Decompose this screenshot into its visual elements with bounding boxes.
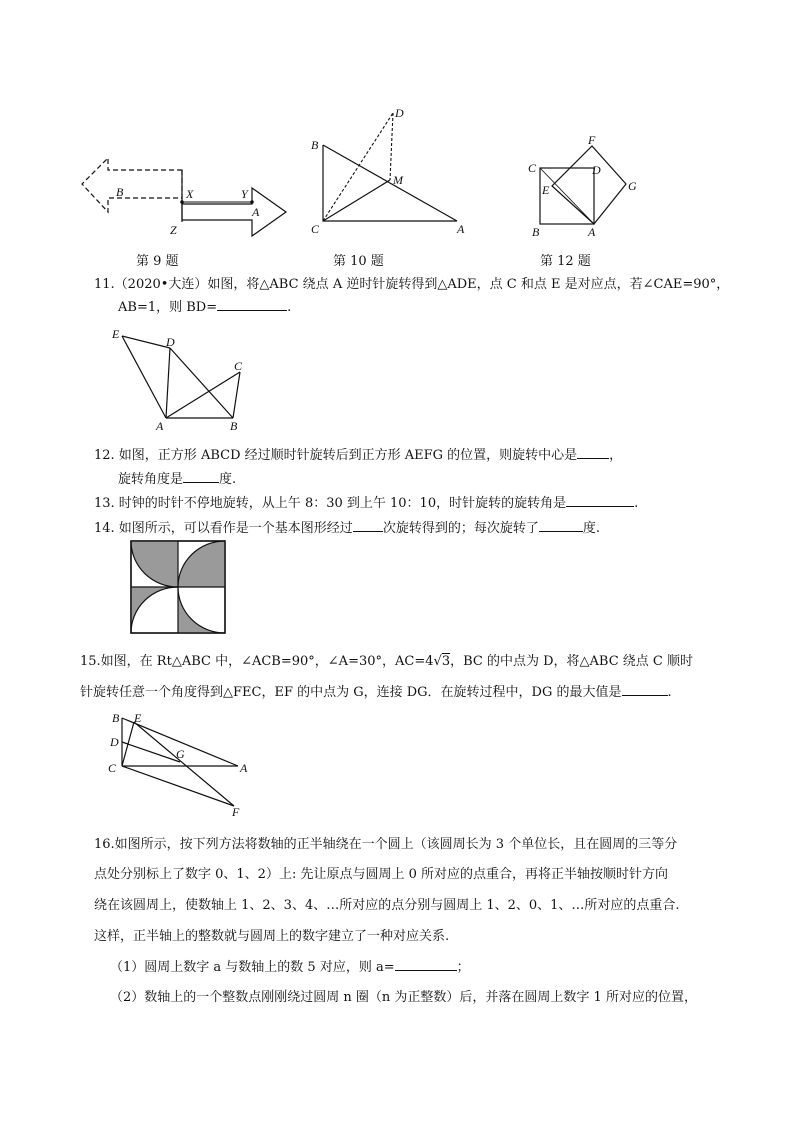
q16-line3: 绕在该圆周上，使数轴上 1、2、3、4、…所对应的点分别与圆周上 1、2、0、1、…所对应的点重合. xyxy=(94,898,680,913)
q12-line1: 12. 如图，正方形 ABCD 经过顺时针旋转后到正方形 AEFG 的位置，则旋转中心是 ， xyxy=(94,448,623,463)
label-C: C xyxy=(108,761,117,775)
figure-14 xyxy=(130,540,226,634)
q15-line2: 针旋转任意一个角度得到△FEC，EF 的中点为 G，连接 DG．在旋转过程中，DG 的最大值是 . xyxy=(80,685,672,700)
q11-line2: AB=1，则 BD= . xyxy=(118,300,292,315)
label-M: M xyxy=(393,173,403,187)
q16-line1: 16.如图所示，按下列方法将数轴的正半轴绕在一个圆上（该圆周长为 3 个单位长，且在圆周的三等分 xyxy=(94,837,678,852)
figure-12 xyxy=(522,130,647,240)
label-Y: Y xyxy=(241,187,248,201)
q16-line4: 这样，正半轴上的整数就与圆周上的数字建立了一种对应关系. xyxy=(94,929,450,944)
q15-line1: 15.如图，在 Rt△ABC 中，∠ACB=90°，∠A=30°，AC=4√3，BC 的中点为 D，将△ABC 绕点 C 顺时 xyxy=(80,654,693,669)
q16-line2: 点处分别标上了数字 0、1、2）上: 先让原点与圆周上 0 所对应的点重合，再将正半轴按顺时针方向 xyxy=(94,867,668,882)
label-Z: Z xyxy=(170,223,177,237)
figure-10 xyxy=(305,105,480,240)
label-F: F xyxy=(232,805,240,818)
caption-10: 第 10 题 xyxy=(333,254,384,269)
dashed-arrow xyxy=(82,158,182,212)
label-G: G xyxy=(628,179,637,193)
label-C: C xyxy=(311,222,320,236)
label-B: B xyxy=(311,138,319,152)
label-A: A xyxy=(588,225,596,239)
solid-arrow xyxy=(182,188,286,236)
q12-line2: 旋转角度是 度. xyxy=(118,472,237,487)
label-D: D xyxy=(110,735,119,749)
q14-line1: 14. 如图所示，可以看作是一个基本图形经过 次旋转得到的；每次旋转了 度. xyxy=(94,521,600,536)
label-B: B xyxy=(112,711,120,725)
label-E: E xyxy=(112,327,120,341)
label-B: B xyxy=(532,225,540,239)
q11-line1: 11.（2020•大连）如图，将△ABC 绕点 A 逆时针旋转得到△ADE，点 C 和点 E 是对应点，若∠CAE=90°， xyxy=(94,277,730,292)
label-C: C xyxy=(234,359,243,373)
q16-part1: （1）圆周上数字 a 与数轴上的数 5 对应，则 a= ； xyxy=(110,960,470,975)
figure-15 xyxy=(104,708,264,818)
label-A: A xyxy=(252,205,260,219)
label-A: A xyxy=(156,419,164,432)
label-D: D xyxy=(395,106,404,120)
figure-11 xyxy=(108,326,258,432)
label-A: A xyxy=(457,222,465,236)
q16-part2: （2）数轴上的一个整数点刚刚绕过圆周 n 圈（n 为正整数）后，并落在圆周上数字 1 所对应的位置， xyxy=(110,990,697,1005)
caption-9: 第 9 题 xyxy=(136,254,179,269)
label-E: E xyxy=(134,711,142,725)
label-E: E xyxy=(542,183,550,197)
label-A: A xyxy=(240,761,248,775)
label-F: F xyxy=(588,133,596,147)
caption-12: 第 12 题 xyxy=(540,254,591,269)
label-D: D xyxy=(592,163,601,177)
label-B: B xyxy=(230,419,238,432)
label-C: C xyxy=(528,161,537,175)
label-B: B xyxy=(116,185,124,199)
label-X: X xyxy=(186,187,194,201)
label-D: D xyxy=(166,335,175,349)
figure-9 xyxy=(78,150,293,245)
label-G: G xyxy=(176,747,185,761)
q13-line1: 13. 时钟的时针不停地旋转，从上午 8：30 到上午 10：10，时针旋转的旋转角是 . xyxy=(94,496,639,511)
